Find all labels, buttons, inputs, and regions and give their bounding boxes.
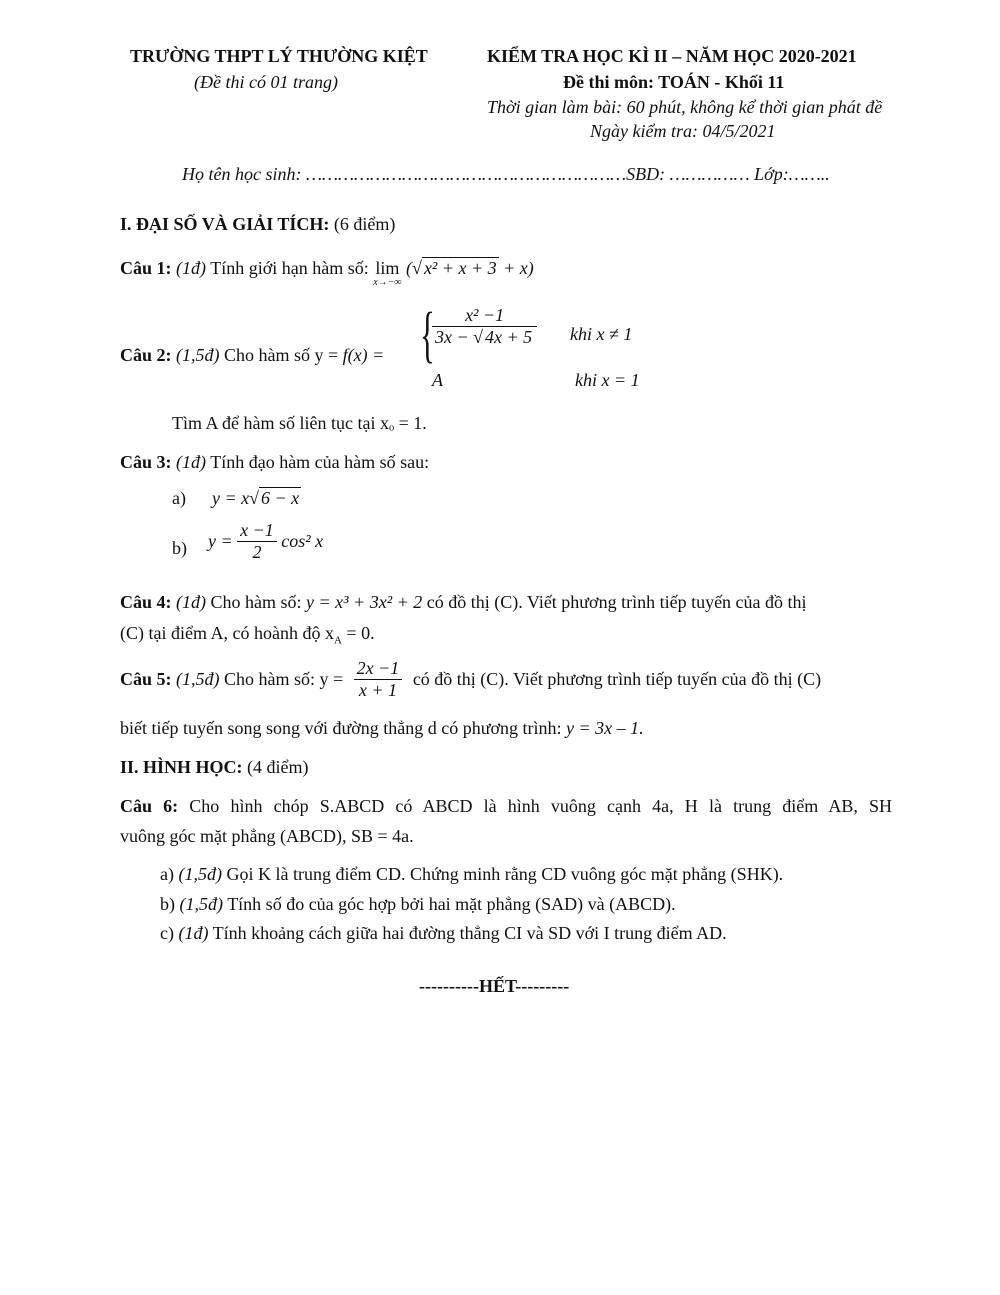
q2-fx: f(x) = [342,345,385,365]
pages-note: (Đề thi có 01 trang) [194,72,338,92]
q5-den: x + 1 [354,679,403,701]
question-1 [120,258,534,288]
q3-b-fraction [237,520,277,562]
q3-b-den: 2 [237,541,277,563]
q1-label: Câu 1: [120,258,172,278]
q4-text-2: có đồ thị (C). Viết phương trình tiếp tuyến của đồ thị [426,592,807,612]
exam-subject: Đề thi môn: TOÁN - Khối 11 [563,72,785,92]
section-1-title: I. ĐẠI SỐ VÀ GIẢI TÍCH: [120,214,330,234]
q3-points: (1đ) [176,452,207,472]
q2-brace: { [420,301,435,369]
q3-text: Tính đạo hàm của hàm số sau: [210,452,430,472]
q5-points: (1,5đ) [176,668,220,689]
q6-item-c-label: c) [160,923,174,943]
q4-line-2 [120,623,375,647]
q2-den-a: 3x − [435,326,469,347]
q2-case1-cond: khi x ≠ 1 [570,324,633,344]
q3-b-num: x −1 [240,520,274,540]
q2-followup: Tìm A để hàm số liên tục tại xₒ = 1. [172,413,427,433]
q1-lim-word: lim [375,258,400,278]
q6-item-a [160,864,783,885]
q6-item-a-text: Gọi K là trung điểm CD. Chứng minh rằng CD vuông góc mặt phẳng (SHK). [226,864,784,884]
q6-item-b-label: b) [160,894,175,914]
q4-text-1: Cho hàm số: [210,592,302,612]
exam-duration: Thời gian làm bài: 60 phút, không kể thời gian phát đề [487,97,883,117]
q6-item-a-label: a) [160,864,174,884]
question-3 [120,452,429,473]
q4-subscript: A [333,634,342,647]
student-info-line: Họ tên học sinh: ……………………………………………………SBD: …………… Lớp:…….. [182,164,830,184]
q2-den-sqrt: 4x + 5 [485,326,533,347]
q1-points: (1đ) [176,258,207,278]
q2-lead [120,345,384,366]
q1-expression: (√ x² + x + 3 + x) [406,258,534,278]
q1-lim [373,258,401,288]
q1-text: Tính giới hạn hàm số: [210,258,369,278]
q3-a-sqrt: 6 − x [261,488,300,508]
q6-item-b-text: Tính số đo của góc hợp bởi hai mặt phẳng (SAD) và (ABCD). [227,894,676,914]
q2-den: 3x − √ 4x + 5 [432,326,537,348]
school-name: TRƯỜNG THPT LÝ THƯỜNG KIỆT [130,46,428,66]
q6-item-b-points: (1,5đ) [179,894,223,914]
q4-line-1 [120,592,807,613]
q6-line-1 [120,796,892,817]
q2-num: x² −1 [465,305,505,325]
q1-lim-sub: x→−∞ [373,276,402,288]
q3-label: Câu 3: [120,452,172,472]
q6-label: Câu 6: [120,796,179,816]
q1-tail: + x) [503,258,534,278]
q5-line-1 [120,658,821,700]
q5-text-3: biết tiếp tuyến song song với đường thẳng d có phương trình: [120,718,562,738]
q6-item-c-points: (1đ) [178,923,209,943]
q1-sqrt-arg: x² + x + 3 [423,258,497,278]
q2-points: (1,5đ) [176,345,220,365]
q3-b-lhs: y = [208,530,233,551]
q3-a-lhs: y = x [212,488,250,508]
q3-a-label: a) [172,488,186,508]
q6-text-1: Cho hình chóp S.ABCD có ABCD là hình vuông cạnh 4a, H là trung điểm AB, SH [189,796,892,816]
q6-line-2: vuông góc mặt phẳng (ABCD), SB = 4a. [120,826,414,846]
q5-line-2 [120,718,644,739]
q5-line-equation: y = 3x – 1. [566,718,644,738]
q5-num: 2x −1 [356,658,400,678]
q4-text-3: (C) tại điểm A, có hoành độ x [120,623,334,643]
q2-fraction [432,305,537,347]
q5-text-1: Cho hàm số: y = [224,668,344,689]
q2-case1 [432,305,537,347]
q4-expression: y = x³ + 3x² + 2 [306,592,423,612]
q6-item-a-points: (1,5đ) [178,864,222,884]
q2-case2-cond: khi x = 1 [575,370,640,390]
section-2-points: (4 điểm) [247,757,309,777]
q6-item-c [160,923,727,944]
exam-title: KIỂM TRA HỌC KÌ II – NĂM HỌC 2020-2021 [487,46,857,66]
end-marker: ----------HẾT--------- [419,976,570,996]
section-1-points: (6 điểm) [333,214,396,234]
q4-points: (1đ) [176,592,207,612]
q5-label: Câu 5: [120,668,172,689]
q3-b-expression [208,520,323,562]
section-1-heading [120,214,395,235]
q2-text: Cho hàm số y = [224,345,339,365]
section-2-title: II. HÌNH HỌC: [120,757,243,777]
q2-label: Câu 2: [120,345,172,365]
q3-b-label: b) [172,538,187,558]
q5-text-2: có đồ thị (C). Viết phương trình tiếp tuyến của đồ thị (C) [412,668,822,689]
q6-item-c-text: Tính khoảng cách giữa hai đường thẳng CI và SD với I trung điểm AD. [212,923,727,943]
q3-b-tail: cos² x [281,530,324,551]
q4-text-4: = 0. [346,623,375,643]
section-2-heading [120,757,309,778]
q5-fraction [354,658,403,700]
q3-a-expression: y = x√ 6 − x [212,488,300,508]
q6-item-b [160,894,676,915]
q2-case2-value: A [432,370,443,390]
q1-open: ( [406,258,413,278]
q4-label: Câu 4: [120,592,172,612]
exam-date: Ngày kiểm tra: 04/5/2021 [590,121,776,141]
